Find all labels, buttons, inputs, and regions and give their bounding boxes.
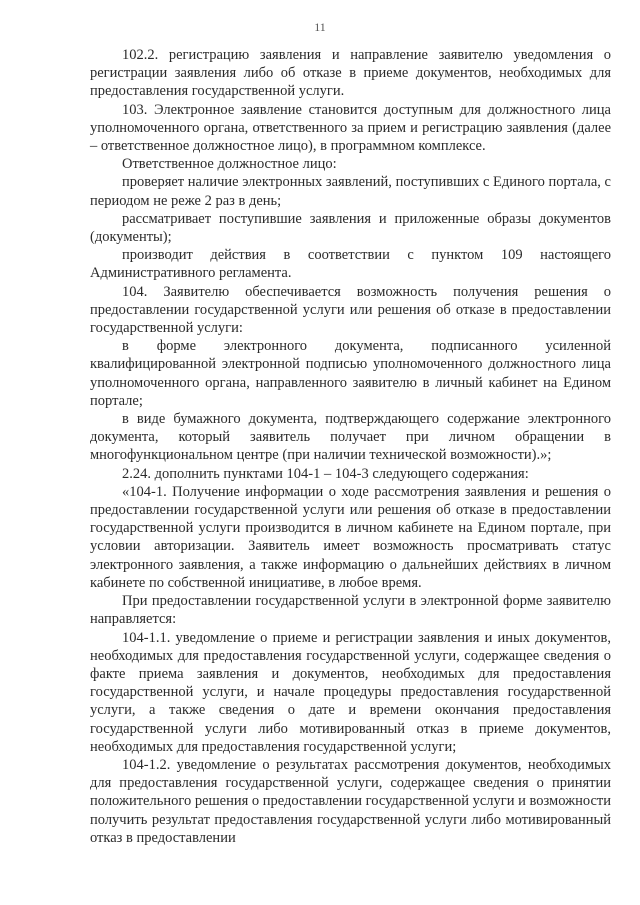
paragraph-2-24: 2.24. дополнить пунктами 104-1 – 104-3 следующего содержания: bbox=[122, 465, 529, 482]
paragraph-104-1-1: 104-1.1. уведомление о приеме и регистрации заявления и иных документов, необходимых для предоставления государственной услуги, содержащее сведения о факте приема заявления и документов, необходимых для предоставления государственной услуги, и начале процедуры предоставления государственной услуги, а также сведения о дате и времени окончания предоставления государственной услуги либо мотивированный отказ в приеме документов, необходимых для предоставления государственной услуги; bbox=[90, 629, 611, 755]
paragraph-paper-document: в виде бумажного документа, подтверждающего содержание электронного документа, который заявитель получает при личном обращении в многофункциональном центре (при наличии технической возможности).»; bbox=[90, 411, 611, 464]
paragraph-104: 104. Заявителю обеспечивается возможность получения решения о предоставлении государственной услуги или решения об отказе в предоставлении государственной услуги: bbox=[90, 283, 611, 337]
paragraph-responsible-official: Ответственное должностное лицо: bbox=[122, 156, 337, 173]
paragraph-electronic-document: в форме электронного документа, подписанного усиленной квалифицированной электронной подписью уполномоченного должностного лица уполномоченного органа, направленного заявителю в личный кабинет на Едином портале; bbox=[90, 338, 611, 409]
paragraph-performs-actions: производит действия в соответствии с пунктом 109 настоящего Административного регламента. bbox=[90, 247, 611, 282]
paragraph-reviews-applications: рассматривает поступившие заявления и приложенные образы документов (документы); bbox=[90, 210, 611, 246]
paragraph-103: 103. Электронное заявление становится доступным для должностного лица уполномоченного органа, ответственного за прием и регистрацию заявления (далее – ответственное должностное лицо), в программном комплексе. bbox=[90, 101, 611, 155]
paragraph-checks-applications: проверяет наличие электронных заявлений, поступивших с Единого портала, с периодом не реже 2 раз в день; bbox=[90, 174, 611, 209]
paragraph-electronic-form: При предоставлении государственной услуги в электронной форме заявителю направляется: bbox=[90, 593, 611, 628]
paragraph-102-2: 102.2. регистрацию заявления и направление заявителю уведомления о регистрации заявления либо об отказе в приеме документов, необходимых для предоставления государственной услуги. bbox=[90, 47, 611, 100]
document-body bbox=[90, 46, 611, 847]
page-number: 11 bbox=[314, 20, 326, 34]
paragraph-104-1-2: 104-1.2. уведомление о результатах рассмотрения документов, необходимых для предоставления государственной услуги, содержащее сведения о принятии положительного решения о предоставлении государственной услуги и возможности получить результат предоставления государственной услуги либо мотивированный отказ в предоставлении bbox=[90, 756, 612, 846]
paragraph-104-1: «104-1. Получение информации о ходе рассмотрения заявления и решения о предоставлении государственной услуги или решения об отказе в предоставлении государственной услуги производится в личном кабинете на Едином портале, при условии авторизации. Заявитель имеет возможность просматривать статус электронного заявления, а также информацию о дальнейших действиях в личном кабинете по собственной инициативе, в любое время. bbox=[90, 483, 611, 591]
